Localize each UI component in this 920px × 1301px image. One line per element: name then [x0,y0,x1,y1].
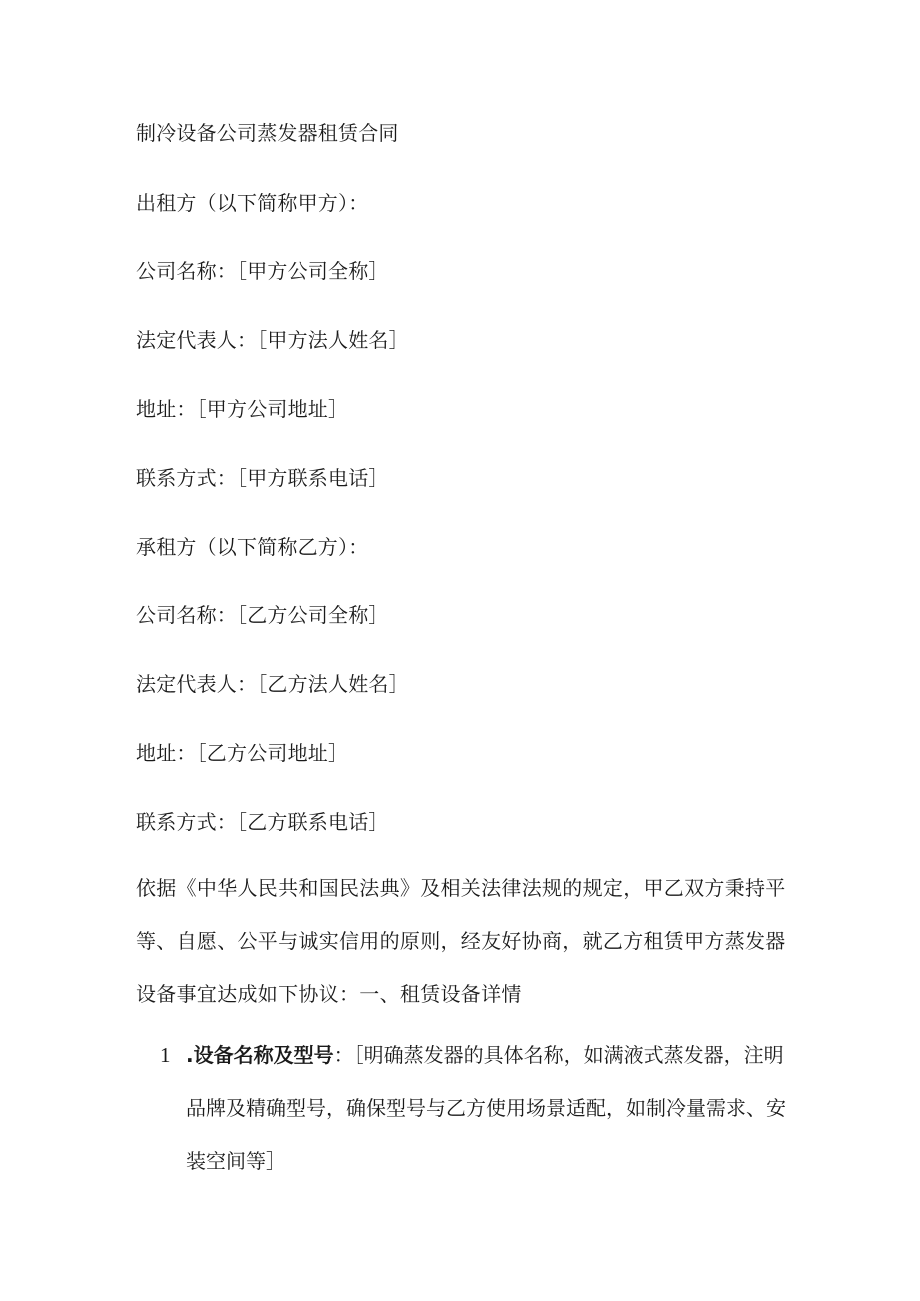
list-item-body [160,1029,790,1188]
lessee-contact: 联系方式：［乙方联系电话］ [136,810,389,834]
lessee-address: 地址：［乙方公司地址］ [136,741,349,765]
lessor-heading: 出租方（以下简称甲方）： [136,191,369,215]
list-item-lead: .设备名称及型号 [186,1043,334,1067]
lessor-address: 地址：［甲方公司地址］ [136,397,349,421]
lessee-heading: 承租方（以下简称乙方）： [136,535,369,559]
list-item-text: ：［明确蒸发器的具体名称，如满液式蒸发器，注明品牌及精确型号，确保型号与乙方使用场景适配，如制冷量需求、安装空间等］ [186,1043,786,1173]
list-item [160,1029,790,1188]
lessee-legal-rep: 法定代表人：［乙方法人姓名］ [136,672,409,696]
list-item-number: 1 [160,1043,171,1067]
lessor-company: 公司名称：［甲方公司全称］ [136,259,389,283]
contract-title: 制冷设备公司蒸发器租赁合同 [136,121,399,145]
lessee-company: 公司名称：［乙方公司全称］ [136,603,389,627]
lessor-contact: 联系方式：［甲方联系电话］ [136,466,389,490]
lessor-legal-rep: 法定代表人：［甲方法人姓名］ [136,328,409,352]
preamble-paragraph: 依据《中华人民共和国民法典》及相关法律法规的规定，甲乙双方秉持平等、自愿、公平与诚实信用的原则，经友好协商，就乙方租赁甲方蒸发器设备事宜达成如下协议：一、租赁设备详情 [136,876,786,1006]
